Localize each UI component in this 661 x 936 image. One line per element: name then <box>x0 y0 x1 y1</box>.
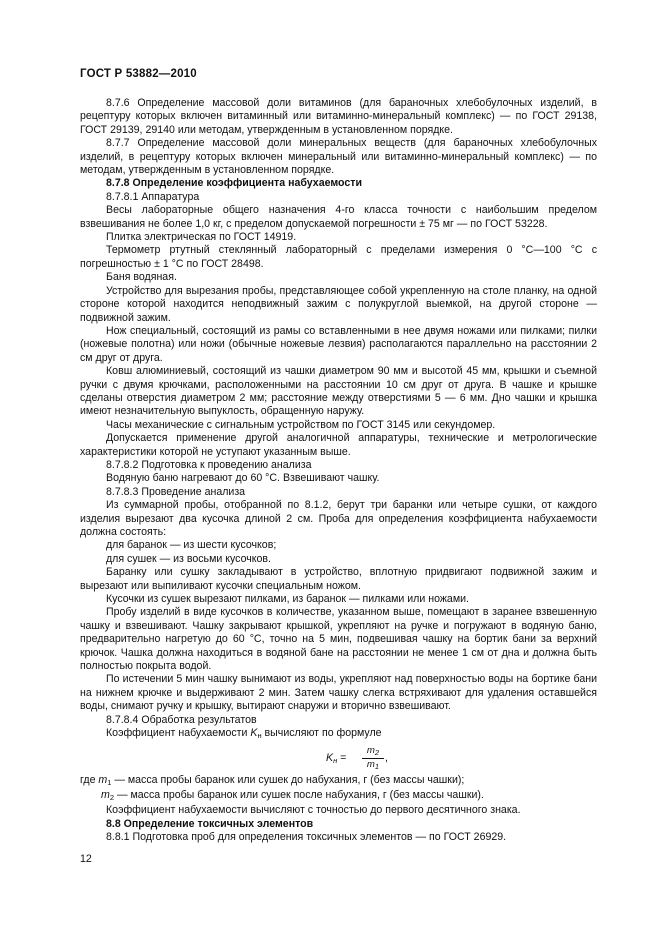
where-m2-text: — масса пробы баранок или сушек после набухания, г (без массы чашки). <box>114 788 484 801</box>
where-m2-symbol: m <box>101 788 110 801</box>
formula-lhs-symbol: K <box>326 751 334 764</box>
paragraph-clock: Часы механические с сигнальным устройством по ГОСТ 3145 или секундомер. <box>106 418 496 431</box>
coefficient-symbol: K <box>250 727 258 740</box>
subsection-8-7-8-2: 8.7.8.2 Подготовка к проведению анализа <box>106 458 312 471</box>
paragraph-cutting-device: Устройство для вырезания пробы, представляющее собой укрепленную на столе планку, на одной стороне которой находится неподвижный зажим с полукруглой выемкой, на другой стороне — подвижной зажим. <box>80 284 597 324</box>
paragraph-8-8-1: 8.8.1 Подготовка проб для определения токсичных элементов — по ГОСТ 26929. <box>106 831 507 844</box>
formula-fraction <box>362 745 384 772</box>
paragraph-pieces: Пробу изделий в виде кусочков в количестве, указанном выше, помещают в заранее взвешенную чашку и взвешивают. Чашку закрывают крышкой, укрепляют на ручке и погружают в водяную баню, предварительно нагретую до 60 °С, точно на 5 мин, подвешивая чашку на бортик бани за верхний крючок. Чашка должна находиться в водяной бане на расстоянии не менее 1 см от дна и должна быть полностью покрыта водой. <box>80 606 597 673</box>
where-m1-subscript: 1 <box>107 777 112 787</box>
paragraph-scales: Весы лабораторные общего назначения 4-го класса точности с наибольшим пределом взвешивания не более 1,0 кг, с пределом допускаемой погрешности ± 75 мг — по ГОСТ 53228. <box>80 204 597 230</box>
formula-lhs <box>326 752 346 767</box>
paragraph-special-knife: Нож специальный, состоящий из рамы со вставленными в нее двумя ножами или пилками; пилки (ножевые полотна) или ножи (обычные ножевые лезвия) располагаются параллельно на расстоянии 2 см друг от друга. <box>80 324 597 364</box>
paragraph-8-7-6: 8.7.6 Определение массовой доли витаминов (для бараночных хлебобулочных изделий, в рецептуру которых включен витаминный или витаминно-минеральный комплекс) — по ГОСТ 29138, ГОСТ 29139, 29140 или методам, утвержденным в установленном порядке. <box>80 97 597 136</box>
formula-num-symbol: m <box>366 744 375 756</box>
paragraph-placing: Баранку или сушку закладывают в устройство, вплотную придвигают подвижной зажим и вырезают или выпиливают кусочки специальным ножом. <box>80 566 597 592</box>
paragraph-8-7-7: 8.7.7 Определение массовой доли минеральных веществ (для бараночных хлебобулочных изделий, в рецептуру которых включен минеральный или витаминно-минеральный комплекс) — по методам, утвержденным в установленном порядке. <box>80 137 597 177</box>
where-m1-symbol: m <box>98 773 108 786</box>
coefficient-text: Коэффициент набухаемости <box>106 727 251 740</box>
formula-swelling-coefficient <box>80 744 597 772</box>
section-heading-8-7-8: 8.7.8 Определение коэффициента набухаемости <box>106 177 362 190</box>
formula-equals: = <box>337 751 347 764</box>
where-m1 <box>80 774 597 789</box>
paragraph-sample: Из суммарной пробы, отобранной по 8.1.2, берут три баранки или четыре сушки, от каждого изделия вырезают два кусочка длиной 2 см. Проба для определения коэффициента набухаемости должна состоять: <box>80 499 597 538</box>
paragraph-other-equipment: Допускается применение другой аналогичной аппаратуры, технические и метрологические характеристики которой не уступают указанным выше. <box>80 432 597 458</box>
formula-den-subscript: 1 <box>374 761 380 771</box>
paragraph-cutting: Кусочки из сушек вырезают пилками, из баранок — пилками или ножами. <box>106 593 469 606</box>
coefficient-subscript: н <box>257 731 262 741</box>
paragraph-aluminium-cup: Ковш алюминиевый, состоящий из чашки диаметром 90 мм и высотой 45 мм, крышки и съемной ручки с двумя крючками, расположенными на расстоянии 10 см друг от друга. В чашке и крышке сделаны отверстия диаметром 2 мм; расстояние между отверстиями 5 — 6 мм. Дно чашки и крышка имеют незначительную выпуклость, обращенную наружу. <box>80 365 597 418</box>
formula-comma: , <box>385 751 388 764</box>
section-heading-8-8: 8.8 Определение токсичных элементов <box>106 817 314 830</box>
coefficient-text-end: вычисляют по формуле <box>261 727 382 740</box>
where-label: где <box>80 773 99 786</box>
list-item-sushki: для сушек — из восьми кусочков. <box>106 552 271 565</box>
paragraph-after-soaking: По истечении 5 мин чашку вынимают из воды, укрепляют над поверхностью воды на бортике бани на нижнем крючке и выдерживают 2 мин. Затем чашку слегка встряхивают для удаления оставшейся воды, снимают ручку и крышку, вытирают снаружи и вторично взвешивают. <box>80 673 597 713</box>
formula-numerator <box>362 745 384 759</box>
paragraph-coefficient <box>80 727 597 742</box>
formula-num-subscript: 2 <box>374 747 380 757</box>
where-m2-subscript: 2 <box>109 792 114 802</box>
formula-denominator <box>362 759 384 772</box>
paragraph-precision: Коэффициент набухаемости вычисляют с точностью до первого десятичного знака. <box>106 804 521 817</box>
paragraph-stove: Плитка электрическая по ГОСТ 14919. <box>106 231 297 244</box>
list-item-baranki: для баранок — из шести кусочков; <box>106 539 277 552</box>
document-body <box>80 97 597 845</box>
formula-lhs-subscript: н <box>333 755 338 765</box>
subsection-8-7-8-3: 8.7.8.3 Проведение анализа <box>106 485 246 498</box>
subsection-8-7-8-4: 8.7.8.4 Обработка результатов <box>106 713 257 726</box>
paragraph-water-bath: Баня водяная. <box>106 271 177 284</box>
where-m1-text: — масса пробы баранок или сушек до набухания, г (без массы чашки); <box>111 773 465 786</box>
where-m2 <box>101 789 597 804</box>
paragraph-thermometer: Термометр ртутный стеклянный лабораторный с пределами измерения 0 °С—100 °С с погрешностью ± 1 °С по ГОСТ 28498. <box>80 244 597 270</box>
formula-den-symbol: m <box>366 758 375 770</box>
paragraph-heat-bath: Водяную баню нагревают до 60 °С. Взвешивают чашку. <box>106 472 380 485</box>
subsection-8-7-8-1: 8.7.8.1 Аппаратура <box>106 190 200 203</box>
page-number: 12 <box>80 853 92 865</box>
document-header: ГОСТ Р 53882—2010 <box>80 68 197 80</box>
